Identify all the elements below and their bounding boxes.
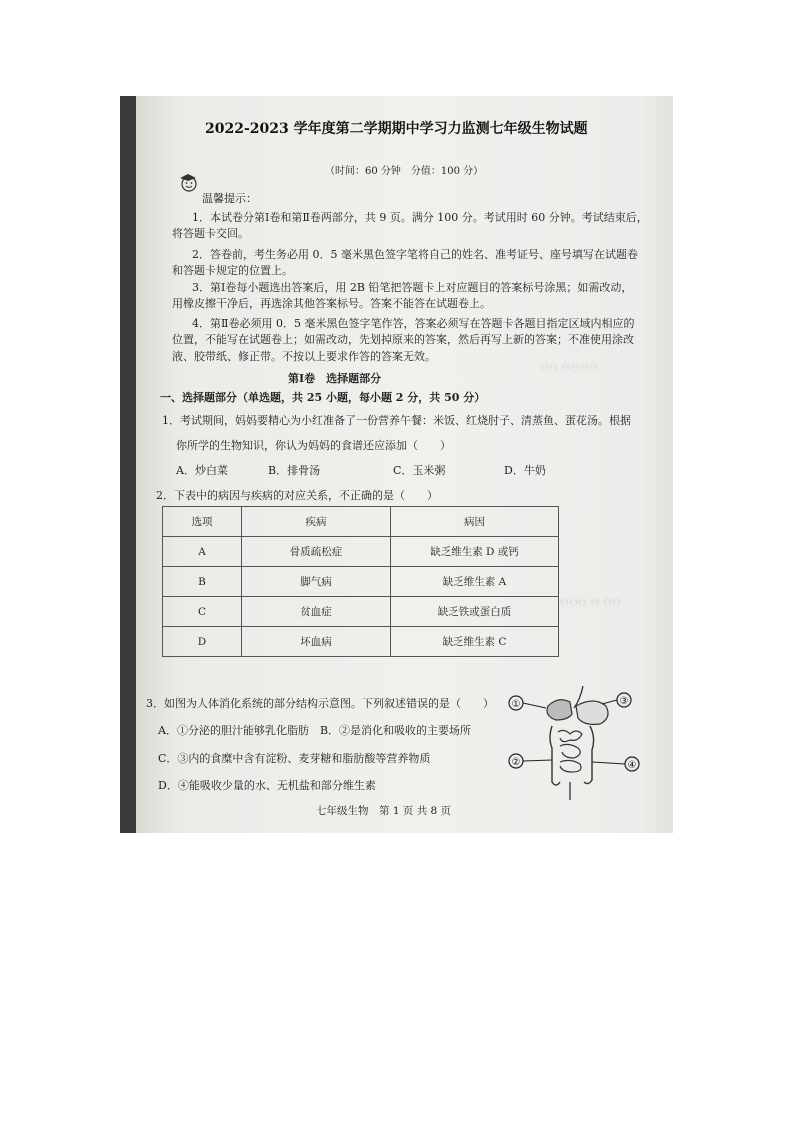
table-row [163,537,559,567]
table-header-row [163,507,559,537]
disease-table [162,506,559,657]
table-cell: 缺乏维生素 C [391,627,559,657]
table-row [163,567,559,597]
q1-stem: 你所学的生物知识，你认为妈妈的食谱还应添加（ ） [176,439,451,452]
tips-heading: 温馨提示： [202,192,257,205]
tip-line: 3．第Ⅰ卷每小题选出答案后，用 2B 铅笔把答题卡上对应题目的答案标号涂黑；如需改动， [192,281,633,294]
part-title: 第Ⅰ卷 选择题部分 [288,372,382,385]
label-1: ① [511,699,521,710]
section-title: 一、选择题部分（单选题，共 25 小题，每小题 2 分，共 50 分） [160,391,486,404]
tip-line: 4．第Ⅱ卷必须用 0．5 毫米黑色签字笔作答，答案必须写在答题卡各题目指定区域内相应的 [192,317,635,330]
q2-stem: 2．下表中的病因与疾病的对应关系，不正确的是（ ） [156,489,438,502]
exam-photo [120,96,673,833]
table-cell: C [163,597,242,627]
tip-line: 1．本试卷分第Ⅰ卷和第Ⅱ卷两部分，共 9 页。满分 100 分。考试用时 60 分钟。考试结束后， [192,211,648,224]
page-footer: 七年级生物 第 1 页 共 8 页 [316,805,452,817]
tip-line: 液、胶带纸、修正带。不按以上要求作答的答案无效。 [172,350,436,363]
q1-option: C．玉米粥 [393,464,446,477]
table-header: 疾病 [242,507,391,537]
table-cell: A [163,537,242,567]
label-2: ② [511,757,521,768]
q1-option: B．排骨汤 [268,464,321,477]
table-cell: 骨质疏松症 [242,537,391,567]
table-cell: 贫血症 [242,597,391,627]
time-score: （时间：60 分钟 分值：100 分） [325,166,484,177]
table-cell: 脚气病 [242,567,391,597]
q3-option: D．④能吸收少量的水、无机盐和部分维生素 [158,779,376,792]
label-4: ④ [627,760,637,771]
q1-stem: 1．考试期间，妈妈要精心为小红准备了一份营养午餐：米饭、红烧肘子、清蒸鱼、蛋花汤。根据 [162,414,631,427]
table-row [163,597,559,627]
q1-option: D．牛奶 [504,464,546,477]
show-through-text: ΘΘΘ Θ ΘΘ [560,596,622,609]
tip-line: 将答题卡交回。 [172,227,249,240]
tip-line: 和答题卡规定的位置上。 [172,264,293,277]
q1-option: A．炒白菜 [176,464,228,477]
table-cell: B [163,567,242,597]
table-cell: D [163,627,242,657]
table-cell: 缺乏铁或蛋白质 [391,597,559,627]
show-through-text: ΘΘ ΘΘΘΘ [540,361,598,374]
table-cell: 缺乏维生素 A [391,567,559,597]
table-cell: 缺乏维生素 D 或钙 [391,537,559,567]
label-3: ③ [619,696,629,707]
digestive-system-diagram [498,686,643,801]
table-header: 选项 [163,507,242,537]
q3-option: A．①分泌的胆汁能够乳化脂肪 B．②是消化和吸收的主要场所 [158,724,472,737]
table-row [163,627,559,657]
exam-title: 2022-2023 学年度第二学期期中学习力监测七年级生物试题 [205,121,588,137]
tip-line: 2．答卷前，考生务必用 0．5 毫米黑色签字笔将自己的姓名、准考证号、座号填写在试题卷 [192,248,638,261]
q3-stem: 3．如图为人体消化系统的部分结构示意图。下列叙述错误的是（ ） [146,697,494,710]
tip-line: 用橡皮擦干净后，再选涂其他答案标号。答案不能答在试题卷上。 [172,297,491,310]
smiley-icon [178,172,198,192]
table-cell: 坏血病 [242,627,391,657]
q3-option: C．③内的食糜中含有淀粉、麦芽糖和脂肪酸等营养物质 [158,752,431,765]
table-header: 病因 [391,507,559,537]
tip-line: 位置，不能写在试题卷上；如需改动，先划掉原来的答案，然后再写上新的答案；不准使用涂改 [172,333,634,346]
